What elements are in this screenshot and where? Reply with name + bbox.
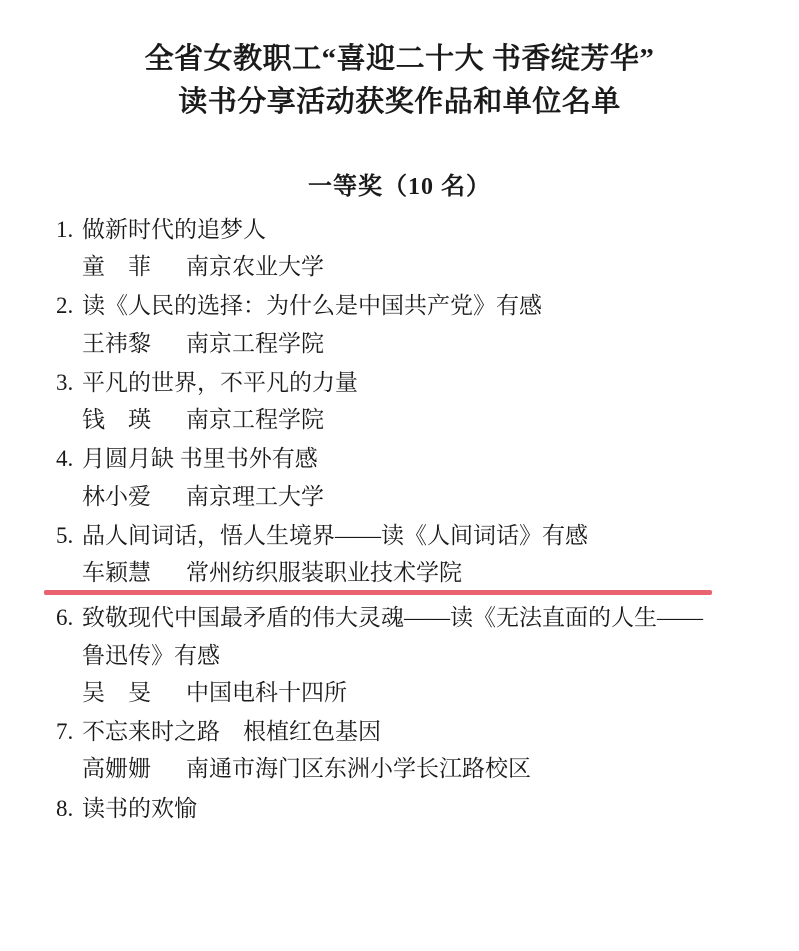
entry-title-line — [56, 440, 743, 477]
entry-work-title: 月圆月缺 书里书外有感 — [82, 446, 318, 472]
entry-author-name: 车颖慧 — [82, 560, 151, 586]
entry-title-line — [56, 713, 743, 750]
entry-person-line — [56, 750, 743, 787]
list-item — [56, 364, 743, 439]
entry-author-name: 高姗姗 — [82, 756, 151, 782]
entry-organization: 南京理工大学 — [186, 483, 324, 509]
entry-author-name: 林小爱 — [82, 483, 151, 509]
entry-work-title: 不忘来时之路 根植红色基因 — [82, 719, 381, 745]
entry-number: 8. — [56, 795, 74, 821]
entry-work-title: 读书的欢愉 — [82, 795, 197, 821]
highlight-underline — [44, 590, 712, 595]
entry-organization: 常州纺织服装职业技术学院 — [186, 560, 462, 586]
entry-number: 5. — [56, 522, 74, 548]
entry-number: 4. — [56, 446, 74, 472]
entry-title-line — [56, 364, 743, 401]
entry-number: 3. — [56, 369, 74, 395]
entry-author-name: 吴 旻 — [82, 679, 151, 705]
entry-person-line — [56, 554, 743, 591]
list-item — [56, 713, 743, 788]
list-item — [56, 790, 743, 827]
entry-title-line — [56, 517, 743, 554]
entry-organization: 南京工程学院 — [186, 407, 324, 433]
list-item — [56, 599, 743, 711]
list-item — [56, 287, 743, 362]
list-item — [56, 517, 743, 592]
entry-work-title: 致敬现代中国最矛盾的伟大灵魂——读《无法直面的人生—— — [82, 605, 703, 631]
entry-number: 2. — [56, 293, 74, 319]
entry-number: 6. — [56, 605, 74, 631]
entry-person-line — [56, 325, 743, 362]
entry-title-line — [56, 211, 743, 248]
entry-person-line — [56, 478, 743, 515]
award-category-heading: 一等奖（10 名） — [308, 173, 491, 200]
entry-person-line — [56, 674, 743, 711]
entry-number: 7. — [56, 719, 74, 745]
entry-person-line — [56, 248, 743, 285]
entry-person-line — [56, 401, 743, 438]
page-title-line-1: 全省女教职工“喜迎二十大 书香绽芳华” — [144, 43, 655, 75]
entry-work-title: 做新时代的追梦人 — [82, 216, 266, 242]
entry-title-line — [56, 790, 743, 827]
list-item — [56, 440, 743, 515]
entry-organization: 南京工程学院 — [186, 330, 324, 356]
entry-work-title: 读《人民的选择：为什么是中国共产党》有感 — [82, 293, 542, 319]
entry-number: 1. — [56, 216, 74, 242]
list-item — [56, 211, 743, 286]
entry-work-title: 平凡的世界，不平凡的力量 — [82, 369, 358, 395]
entry-organization: 南京农业大学 — [186, 254, 324, 280]
page-title-line-2: 读书分享活动获奖作品和单位名单 — [178, 85, 621, 118]
entry-work-title: 品人间词话，悟人生境界——读《人间词话》有感 — [82, 522, 588, 548]
entry-author-name: 童 菲 — [82, 254, 151, 280]
entry-author-name: 王祎黎 — [82, 330, 151, 356]
entry-title-line — [56, 599, 743, 636]
entry-organization: 中国电科十四所 — [186, 679, 347, 705]
entry-author-name: 钱 瑛 — [82, 407, 151, 433]
entry-organization: 南通市海门区东洲小学长江路校区 — [186, 756, 531, 782]
entry-title-line — [56, 287, 743, 324]
page-title — [56, 38, 743, 124]
entry-title-continuation: 鲁迅传》有感 — [82, 642, 220, 668]
